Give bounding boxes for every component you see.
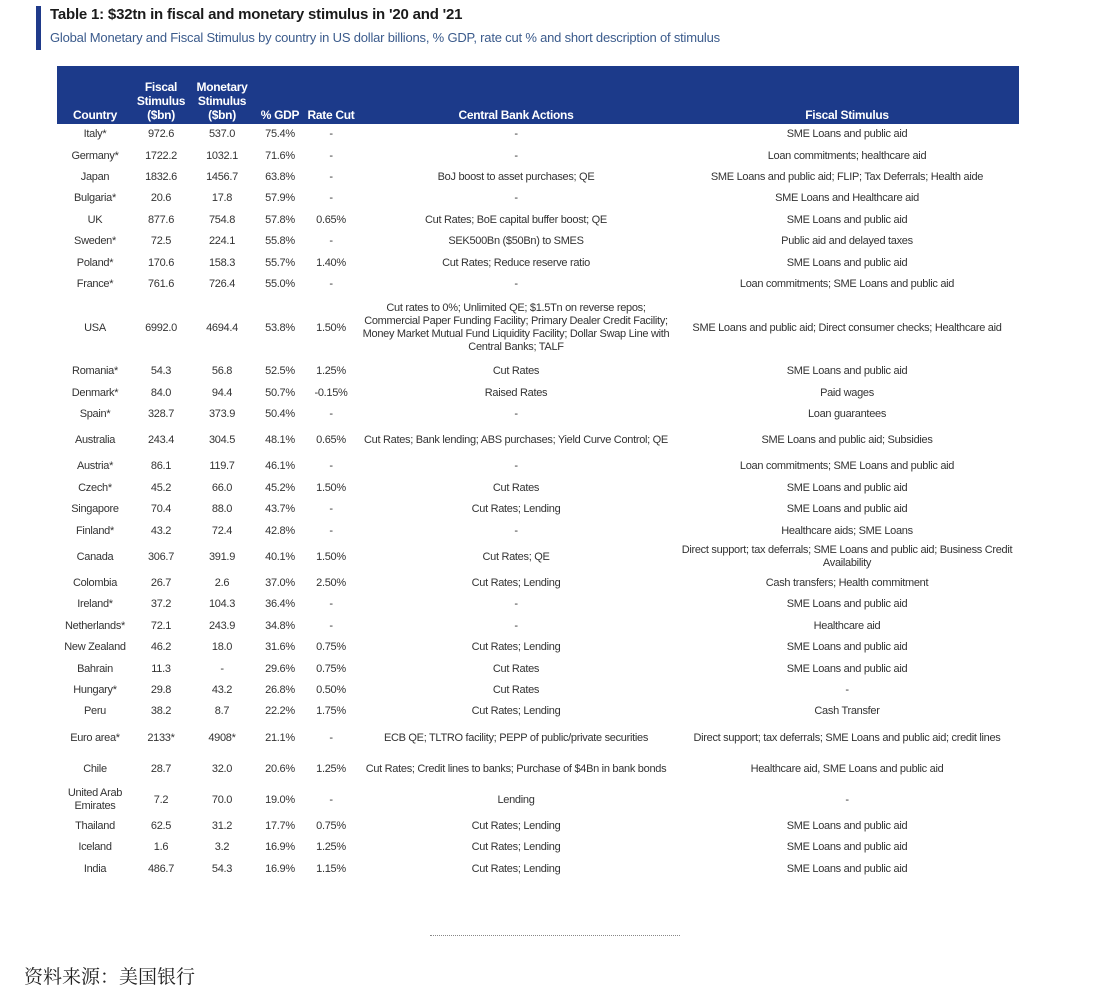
cell-fiscal-stimulus-bn: 38.2 [150, 705, 172, 718]
cell-central-bank-actions: - [514, 277, 518, 290]
cell-rate-cut: - [329, 598, 333, 611]
cell-fiscal-stimulus-bn: 29.8 [150, 684, 172, 696]
table-row [57, 425, 1019, 456]
cell-monetary-stimulus-bn: 4694.4 [206, 321, 238, 334]
cell-monetary-stimulus-bn: 104.3 [208, 598, 236, 611]
cell-country: Japan [80, 170, 110, 183]
cell-rate-cut: 1.25% [316, 762, 346, 775]
cell-pct-gdp: 53.8% [265, 321, 295, 334]
cell-country: Australia [74, 434, 116, 447]
cell-central-bank-actions: - [514, 192, 518, 205]
cell-country: Euro area* [70, 731, 120, 744]
cell-monetary-stimulus-bn: 1456.7 [206, 170, 238, 183]
cell-pct-gdp: 55.8% [265, 235, 295, 248]
cell-rate-cut: - [329, 460, 333, 473]
cell-pct-gdp: 31.6% [265, 641, 295, 654]
cell-monetary-stimulus-bn: 243.9 [208, 619, 236, 632]
cell-pct-gdp: 16.9% [265, 862, 295, 875]
cell-fiscal-stimulus: SME Loans and public aid; Direct consumer checks; Healthcare aid [692, 321, 1002, 334]
cell-central-bank-actions: Cut Rates [492, 365, 540, 378]
cell-country: Bahrain [77, 662, 113, 675]
cell-central-bank-actions: - [514, 149, 518, 162]
cell-monetary-stimulus-bn: 18.0 [211, 641, 233, 654]
cell-monetary-stimulus-bn: 43.2 [211, 684, 233, 696]
cell-country: Chile [83, 762, 107, 775]
cell-fiscal-stimulus: Cash transfers; Health commitment [765, 577, 929, 590]
cell-fiscal-stimulus-bn: 72.5 [150, 235, 172, 248]
table-row [57, 520, 1019, 541]
cell-central-bank-actions: Lending [497, 793, 535, 806]
cell-rate-cut: 0.75% [316, 819, 346, 832]
cell-pct-gdp: 46.1% [265, 460, 295, 473]
cell-monetary-stimulus-bn: 1032.1 [206, 149, 238, 162]
cell-fiscal-stimulus: SME Loans and public aid; Subsidies [761, 434, 933, 447]
cell-pct-gdp: 29.6% [265, 662, 295, 675]
cell-pct-gdp: 50.7% [265, 386, 295, 399]
cell-fiscal-stimulus: Cash Transfer [814, 705, 880, 718]
cell-central-bank-actions: Cut Rates [492, 684, 540, 696]
cell-rate-cut: - [329, 503, 333, 516]
table-header-row [57, 66, 1019, 124]
cell-rate-cut: - [329, 619, 333, 632]
cell-rate-cut: - [329, 170, 333, 183]
cell-fiscal-stimulus: Direct support; tax deferrals; SME Loans and public aid; Business Credit Availability [681, 544, 1013, 570]
cell-monetary-stimulus-bn: 72.4 [211, 524, 233, 537]
cell-pct-gdp: 42.8% [265, 524, 295, 537]
table-subtitle: Global Monetary and Fiscal Stimulus by country in US dollar billions, % GDP, rate cut % and short description of stimulus [50, 30, 720, 45]
cell-fiscal-stimulus: Healthcare aids; SME Loans [781, 524, 913, 537]
cell-monetary-stimulus-bn: 94.4 [211, 386, 233, 399]
cell-fiscal-stimulus-bn: 84.0 [150, 386, 172, 399]
cell-rate-cut: - [329, 524, 333, 537]
cell-fiscal-stimulus: SME Loans and public aid [786, 641, 908, 654]
cell-fiscal-stimulus-bn: 72.1 [150, 619, 172, 632]
cell-rate-cut: 1.15% [316, 862, 346, 875]
cell-monetary-stimulus-bn: 537.0 [208, 128, 236, 141]
cell-monetary-stimulus-bn: 224.1 [208, 235, 236, 248]
cell-rate-cut: 0.65% [316, 434, 346, 447]
cell-rate-cut: - [329, 192, 333, 205]
cell-fiscal-stimulus-bn: 1722.2 [145, 149, 177, 162]
cell-monetary-stimulus-bn: 17.8 [211, 192, 233, 205]
cell-pct-gdp: 50.4% [265, 408, 295, 421]
cell-fiscal-stimulus-bn: 20.6 [150, 192, 172, 205]
table-row [57, 145, 1019, 166]
cell-central-bank-actions: Cut Rates; Lending [471, 641, 561, 654]
cell-country: Singapore [71, 503, 119, 516]
cell-fiscal-stimulus: SME Loans and public aid [786, 662, 908, 675]
cell-monetary-stimulus-bn: 726.4 [208, 277, 236, 290]
cell-fiscal-stimulus: SME Loans and public aid [786, 128, 908, 141]
cell-pct-gdp: 22.2% [265, 705, 295, 718]
cell-pct-gdp: 21.1% [265, 731, 295, 744]
cell-country: India [83, 862, 107, 875]
cell-fiscal-stimulus: Public aid and delayed taxes [781, 235, 913, 248]
cell-country: France* [76, 277, 114, 290]
cell-country: Canada [76, 550, 114, 563]
header-fiscal-stimulus: Fiscal Stimulus [805, 108, 889, 122]
cell-rate-cut: 1.25% [316, 365, 346, 378]
cell-central-bank-actions: Cut Rates; Lending [471, 705, 561, 718]
cell-country: UK [87, 213, 103, 226]
cell-monetary-stimulus-bn: 754.8 [208, 213, 236, 226]
cell-fiscal-stimulus: SME Loans and public aid [786, 213, 908, 226]
cell-fiscal-stimulus-bn: 11.3 [151, 662, 171, 675]
cell-fiscal-stimulus-bn: 7.2 [153, 793, 169, 806]
cell-pct-gdp: 20.6% [265, 762, 295, 775]
cell-fiscal-stimulus: SME Loans and public aid; FLIP; Tax Deferrals; Health aide [710, 170, 984, 183]
cell-fiscal-stimulus: Healthcare aid, SME Loans and public aid [750, 762, 944, 775]
cell-central-bank-actions: Cut Rates; Bank lending; ABS purchases; Yield Curve Control; QE [364, 434, 668, 447]
cell-fiscal-stimulus: Healthcare aid [813, 619, 881, 632]
cell-fiscal-stimulus: SME Loans and public aid [786, 819, 908, 832]
stimulus-table [57, 66, 1019, 880]
cell-fiscal-stimulus: SME Loans and public aid [786, 862, 908, 875]
cell-country: Czech* [78, 481, 112, 494]
cell-monetary-stimulus-bn: 4908* [208, 731, 236, 744]
cell-country: Bulgaria* [74, 192, 116, 205]
cell-fiscal-stimulus-bn: 54.3 [150, 365, 172, 378]
cell-fiscal-stimulus-bn: 28.7 [150, 762, 172, 775]
table-row [57, 816, 1019, 837]
cell-fiscal-stimulus-bn: 45.2 [150, 481, 172, 494]
cell-monetary-stimulus-bn: 304.5 [208, 434, 236, 447]
cell-monetary-stimulus-bn: 70.0 [211, 793, 233, 806]
cell-central-bank-actions: - [514, 619, 518, 632]
table-row [57, 456, 1019, 477]
cell-rate-cut: - [329, 235, 333, 248]
cell-pct-gdp: 75.4% [265, 128, 295, 141]
header-central-bank-actions: Central Bank Actions [458, 108, 574, 122]
cell-monetary-stimulus-bn: 158.3 [208, 256, 236, 269]
table-row [57, 499, 1019, 520]
cell-fiscal-stimulus-bn: 1832.6 [145, 170, 177, 183]
cell-monetary-stimulus-bn: 8.7 [214, 705, 230, 718]
cell-central-bank-actions: SEK500Bn ($50Bn) to SMES [448, 235, 584, 248]
table-row [57, 785, 1019, 816]
cell-fiscal-stimulus-bn: 761.6 [147, 277, 175, 290]
cell-fiscal-stimulus-bn: 877.6 [147, 213, 175, 226]
table-row [57, 210, 1019, 231]
table-row [57, 637, 1019, 658]
cell-country: Thailand [75, 819, 115, 832]
cell-central-bank-actions: Cut Rates; Reduce reserve ratio [442, 256, 590, 269]
table-row [57, 754, 1019, 785]
table-row [57, 723, 1019, 754]
header-monetary-stimulus-bn: Monetary Stimulus ($bn) [196, 80, 248, 122]
table-row [57, 542, 1019, 573]
title-accent-bar [36, 6, 41, 50]
cell-central-bank-actions: BoJ boost to asset purchases; QE [437, 170, 595, 183]
cell-rate-cut: 1.50% [316, 481, 346, 494]
cell-central-bank-actions: Cut Rates; Credit lines to banks; Purchase of $4Bn in bank bonds [365, 762, 667, 775]
table-row [57, 252, 1019, 273]
cell-central-bank-actions: ECB QE; TLTRO facility; PEPP of public/private securities [383, 731, 649, 744]
cell-pct-gdp: 43.7% [265, 503, 295, 516]
cell-central-bank-actions: Raised Rates [484, 386, 548, 399]
cell-central-bank-actions: Cut Rates; BoE capital buffer boost; QE [425, 213, 607, 226]
table-row [57, 616, 1019, 637]
cell-fiscal-stimulus: Loan commitments; healthcare aid [767, 149, 927, 162]
cell-country: Hungary* [73, 684, 117, 696]
cell-monetary-stimulus-bn: 32.0 [211, 762, 233, 775]
cell-monetary-stimulus-bn: 88.0 [211, 503, 233, 516]
cell-fiscal-stimulus-bn: 70.4 [150, 503, 172, 516]
cell-fiscal-stimulus-bn: 43.2 [150, 524, 172, 537]
cell-central-bank-actions: Cut rates to 0%; Unlimited QE; $1.5Tn on reverse repos; Commercial Paper Funding Facility; Primary Dealer Credit Facility; Money Market Mutual Fund Liquidity Facility; Dollar Swap Line with Central Banks; TALF [362, 302, 670, 354]
cell-central-bank-actions: Cut Rates [492, 481, 540, 494]
cell-pct-gdp: 71.6% [265, 149, 295, 162]
truncated-row-remnant [430, 935, 680, 940]
table-row [57, 573, 1019, 594]
cell-central-bank-actions: - [514, 460, 518, 473]
cell-rate-cut: - [329, 731, 333, 744]
cell-fiscal-stimulus: Loan commitments; SME Loans and public aid [739, 277, 955, 290]
cell-central-bank-actions: Cut Rates; Lending [471, 577, 561, 590]
cell-monetary-stimulus-bn: 3.2 [214, 841, 230, 854]
cell-fiscal-stimulus-bn: 486.7 [147, 862, 175, 875]
cell-central-bank-actions: - [514, 598, 518, 611]
cell-fiscal-stimulus: Direct support; tax deferrals; SME Loans and public aid; credit lines [693, 731, 1001, 744]
cell-central-bank-actions: Cut Rates; Lending [471, 503, 561, 516]
cell-country: Sweden* [74, 235, 116, 248]
cell-country: Finland* [76, 524, 114, 537]
table-row [57, 295, 1019, 361]
cell-monetary-stimulus-bn: 2.6 [214, 577, 230, 590]
table-row [57, 231, 1019, 252]
cell-central-bank-actions: Cut Rates; Lending [471, 862, 561, 875]
table-row [57, 404, 1019, 425]
cell-fiscal-stimulus: SME Loans and public aid [786, 481, 908, 494]
cell-pct-gdp: 55.0% [265, 277, 295, 290]
cell-monetary-stimulus-bn: 56.8 [211, 365, 233, 378]
cell-country: Germany* [71, 149, 119, 162]
cell-fiscal-stimulus-bn: 46.2 [150, 641, 172, 654]
cell-fiscal-stimulus-bn: 328.7 [147, 408, 175, 421]
cell-country: Italy* [83, 128, 107, 141]
cell-country: New Zealand [64, 641, 126, 654]
cell-rate-cut: 1.25% [316, 841, 346, 854]
table-row [57, 383, 1019, 404]
cell-fiscal-stimulus: SME Loans and public aid [786, 365, 908, 378]
cell-fiscal-stimulus: Paid wages [820, 386, 874, 399]
cell-country: USA [84, 321, 106, 334]
table-row [57, 188, 1019, 209]
table-row [57, 478, 1019, 499]
table-row [57, 167, 1019, 188]
cell-pct-gdp: 52.5% [265, 365, 295, 378]
stimulus-table-container [57, 66, 1019, 880]
cell-central-bank-actions: Cut Rates; Lending [471, 819, 561, 832]
cell-rate-cut: - [329, 793, 333, 806]
cell-fiscal-stimulus-bn: 972.6 [147, 128, 175, 141]
cell-monetary-stimulus-bn: 31.2 [211, 819, 233, 832]
cell-rate-cut: 0.75% [316, 662, 346, 675]
cell-rate-cut: 1.75% [316, 705, 346, 718]
cell-monetary-stimulus-bn: 373.9 [208, 408, 236, 421]
cell-pct-gdp: 16.9% [265, 841, 295, 854]
source-note: 资料来源：美国银行 [24, 966, 196, 988]
cell-pct-gdp: 17.7% [265, 819, 295, 832]
cell-rate-cut: -0.15% [314, 386, 348, 399]
header-country: Country [73, 108, 117, 122]
cell-country: Netherlands* [65, 619, 125, 632]
header-pct-gdp: % GDP [260, 108, 300, 122]
cell-pct-gdp: 63.8% [265, 170, 295, 183]
cell-pct-gdp: 34.8% [265, 619, 295, 632]
cell-pct-gdp: 37.0% [265, 577, 295, 590]
cell-fiscal-stimulus-bn: 306.7 [147, 550, 175, 563]
cell-monetary-stimulus-bn: - [220, 662, 224, 675]
table-row [57, 837, 1019, 858]
cell-fiscal-stimulus-bn: 243.4 [147, 434, 175, 447]
cell-country: United Arab Emirates [67, 787, 123, 813]
cell-country: Spain* [79, 408, 111, 421]
cell-rate-cut: 1.50% [316, 550, 346, 563]
table-row [57, 274, 1019, 295]
cell-rate-cut: - [329, 408, 333, 421]
cell-rate-cut: 0.65% [316, 213, 346, 226]
cell-fiscal-stimulus-bn: 37.2 [150, 598, 172, 611]
cell-central-bank-actions: Cut Rates; QE [482, 550, 550, 563]
cell-country: Iceland [78, 841, 112, 854]
cell-central-bank-actions: Cut Rates; Lending [471, 841, 561, 854]
cell-fiscal-stimulus-bn: 6992.0 [145, 321, 177, 334]
cell-fiscal-stimulus: SME Loans and Healthcare aid [775, 192, 919, 205]
cell-fiscal-stimulus-bn: 1.6 [153, 841, 169, 854]
cell-pct-gdp: 19.0% [265, 793, 295, 806]
cell-central-bank-actions: - [514, 524, 518, 537]
table-row [57, 680, 1019, 701]
cell-fiscal-stimulus: SME Loans and public aid [786, 256, 908, 269]
cell-fiscal-stimulus-bn: 62.5 [150, 819, 172, 832]
cell-fiscal-stimulus: Loan commitments; SME Loans and public aid [739, 460, 955, 473]
cell-rate-cut: 0.75% [316, 641, 346, 654]
table-row [57, 124, 1019, 145]
cell-country: Denmark* [71, 386, 119, 399]
cell-pct-gdp: 45.2% [265, 481, 295, 494]
cell-country: Poland* [76, 256, 114, 269]
cell-fiscal-stimulus: Loan guarantees [807, 408, 887, 421]
cell-pct-gdp: 36.4% [265, 598, 295, 611]
table-row [57, 701, 1019, 722]
cell-rate-cut: - [329, 277, 333, 290]
cell-rate-cut: 2.50% [316, 577, 346, 590]
cell-fiscal-stimulus-bn: 2133* [147, 731, 175, 744]
header-rate-cut: Rate Cut [307, 108, 355, 122]
cell-pct-gdp: 55.7% [265, 256, 295, 269]
cell-fiscal-stimulus-bn: 26.7 [150, 577, 172, 590]
cell-country: Romania* [72, 365, 118, 378]
cell-pct-gdp: 40.1% [265, 550, 295, 563]
cell-monetary-stimulus-bn: 66.0 [211, 481, 233, 494]
cell-pct-gdp: 26.8% [265, 684, 295, 696]
cell-rate-cut: 1.40% [316, 256, 346, 269]
cell-country: Peru [83, 705, 107, 718]
table-row [57, 658, 1019, 679]
cell-central-bank-actions: Cut Rates [492, 662, 540, 675]
cell-fiscal-stimulus: SME Loans and public aid [786, 841, 908, 854]
header-fiscal-stimulus-bn: Fiscal Stimulus ($bn) [136, 80, 186, 122]
cell-fiscal-stimulus: SME Loans and public aid [786, 598, 908, 611]
cell-fiscal-stimulus: - [845, 793, 849, 806]
cell-rate-cut: 1.50% [316, 321, 346, 334]
cell-country: Austria* [76, 460, 114, 473]
cell-rate-cut: - [329, 149, 333, 162]
table-row [57, 361, 1019, 382]
cell-monetary-stimulus-bn: 54.3 [211, 862, 233, 875]
cell-fiscal-stimulus: SME Loans and public aid [786, 503, 908, 516]
cell-rate-cut: - [329, 128, 333, 141]
cell-fiscal-stimulus-bn: 170.6 [147, 256, 175, 269]
cell-monetary-stimulus-bn: 119.7 [209, 460, 235, 473]
table-row [57, 858, 1019, 879]
table-row [57, 594, 1019, 615]
cell-central-bank-actions: - [514, 408, 518, 421]
cell-central-bank-actions: - [514, 128, 518, 141]
cell-pct-gdp: 48.1% [265, 434, 295, 447]
cell-fiscal-stimulus: - [845, 684, 849, 696]
cell-country: Colombia [72, 577, 118, 590]
cell-pct-gdp: 57.8% [265, 213, 295, 226]
cell-monetary-stimulus-bn: 391.9 [208, 550, 236, 563]
cell-fiscal-stimulus-bn: 86.1 [150, 460, 172, 473]
table-title: Table 1: $32tn in fiscal and monetary stimulus in '20 and '21 [50, 6, 463, 23]
table-body [57, 124, 1019, 880]
cell-rate-cut: 0.50% [316, 684, 346, 696]
cell-country: Ireland* [77, 598, 113, 611]
cell-pct-gdp: 57.9% [265, 192, 295, 205]
